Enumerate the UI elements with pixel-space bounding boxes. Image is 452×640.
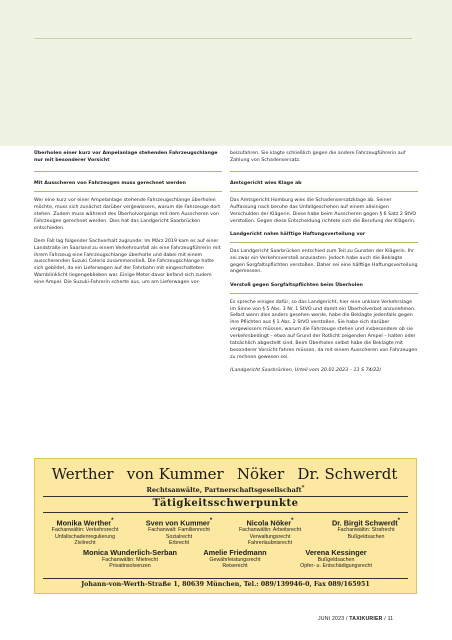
issue-date: JUNI 2023 [318, 616, 345, 622]
lawyer-card [75, 548, 185, 569]
top-band [0, 0, 452, 146]
firm-subtitle: Rechtsanwälte, Partnerschaftsgesellschaft* [146, 485, 305, 495]
lawyer-card [39, 516, 131, 546]
lawyer-card [285, 548, 387, 569]
ad-divider [43, 578, 408, 579]
law-firm-advertisement [34, 458, 417, 594]
section-heading: Verstoß gegen Sorgfaltspflichten beim Überholen [230, 282, 363, 288]
lawyer-specialty: Opfer- u. Entschädigungsrecht [300, 563, 372, 570]
lawyer-specialty: Gewährleistungsrecht [209, 557, 261, 563]
section-divider [230, 171, 418, 172]
lawyer-name: Amelie Friedmann [203, 548, 267, 557]
partner-name: Nöker [236, 465, 285, 483]
lawyer-name: Monica Wunderlich-Serban [83, 548, 177, 557]
lawyer-specialty: Verwaltungsrecht [249, 533, 291, 540]
lawyer-name: Monika Werther* [56, 517, 114, 528]
top-divider [34, 38, 412, 39]
lawyer-card [225, 516, 315, 546]
lawyer-specialty: Fachanwalt: Familienrecht [148, 527, 210, 534]
section-divider [230, 191, 418, 192]
section-divider [34, 171, 222, 172]
partner-name: Dr. Schwerdt [297, 465, 398, 483]
lawyer-name: Sven von Kummer* [145, 517, 213, 528]
lawyer-card [317, 516, 415, 540]
lawyer-specialty: Erbrecht [168, 539, 190, 546]
paragraph: Wer eine kurz vor einer Ampelanlage stehende Fahrzeugschlange überholen möchte, muss sich zunächst darüber vergewissern, warum die Fahrzeuge dort stehen. Zudem muss während des Überholvorgangs mit dem Ausscheren von Fahrzeugen gerechnet werden. Dies hat das Landgericht Saarbrücken entschieden. [34, 198, 221, 231]
lawyer-card [185, 548, 285, 569]
partner-name: Werther [51, 465, 114, 483]
lawyer-specialty: Fachanwältin: Arbeitsrecht [238, 527, 302, 534]
lawyer-name: Nicola Nöker* [246, 517, 294, 528]
lawyer-name: Verena Kessinger [305, 548, 367, 557]
section-heading: Landgericht nahm hälftige Haftungsverteilung vor [230, 232, 366, 238]
ad-divider [43, 496, 408, 497]
paragraph: beizufahren. Sie klagte schließlich gegen die andere Fahrzeugführerin auf Zahlung von Schadensersatz. [230, 151, 406, 163]
section-divider [230, 293, 418, 294]
lawyer-specialty: Fachanwältin: Strafrecht [337, 527, 395, 534]
section-divider [230, 242, 418, 243]
lawyer-specialty: Unfallschadenregulierung [54, 533, 116, 540]
paragraph: Es spreche einiges dafür, so das Landgericht, hier eine unklare Verkehrslage im Sinne von § 5 Abs. 3 Nr. 1 StVO und damit ein Überholverbot anzunehmen. Selbst wenn dies anders gesehen werde, habe die Beklagte jedenfalls gegen ihre Pflichten aus § 1 Abs. 2 StVO verstoßen. Sie habe sich darüber vergewissern müssen, warum die Fahrzeuge stehen und insbesondere ob sie verkehrsbedingt – etwa auf Grund der Rotlicht zeigenden Ampel – halten oder tatsächlich abgestellt sind. Beim Überholen selbst habe die Beklagte mit besonderer Vorsicht fahren müssen, da mit einem Ausscheren von Fahrzeugen zu rechnen gewesen sei. [230, 299, 418, 360]
lawyer-specialty: Zivilrecht [74, 539, 96, 546]
page-footer: JUNI 2023 / TAXIKURIER / 11 [318, 616, 394, 622]
page-number: 11 [387, 616, 394, 622]
lawyer-specialty: Reiserecht [222, 563, 248, 570]
lawyer-specialty: Fachanwältin: Verkehrsrecht [51, 527, 119, 534]
lawyer-name: Dr. Birgit Schwerdt* [331, 517, 401, 528]
lawyer-specialty: Sozialrecht [165, 533, 193, 540]
section-heading: Mit Ausscheren von Fahrzeugen muss gerechnet werden [34, 181, 186, 187]
section-heading: Amtsgericht wies Klage ab [230, 181, 302, 187]
paragraph: Das Landgericht Saarbrücken entschied zum Teil zu Gunsten der Klägerin. Ihr sei zwar ein Verkehrsverstoß anzulasten. Jedoch habe auch die Beklagte gegen Sorgfaltspflichten verstoßen. Daher sei eine hälftige Haftungsverteilung angemessen. [230, 248, 418, 275]
court-source: (Landgericht Saarbrücken, Urteil vom 20.01.2023 – 13 S 74/22) [230, 367, 382, 373]
article-column-left [34, 151, 222, 293]
lawyer-specialty: Fahrerlaubnisrecht [247, 539, 293, 546]
lawyer-specialty: Fachanwältin: Mietrecht [102, 557, 158, 563]
magazine-name: TAXIKURIER [349, 616, 383, 622]
paragraph: Das Amtsgericht Homburg wies die Schadensersatzklage ab. Seiner Auffassung nach beruhe das Unfallgeschehen auf einem alleinigen Verschulden der Klägerin. Diese habe beim Ausscheren gegen § 6 Satz 2 StVO verstoßen. Gegen diese Entscheidung richtete sich die Berufung der Klägerin. [230, 198, 417, 224]
practice-areas-heading: Tätigkeitsschwerpunkte [152, 498, 299, 509]
lawyer-card [135, 516, 223, 546]
lawyer-specialty: Bußgeldsachen [347, 533, 385, 540]
firm-partner-names [35, 465, 416, 483]
lawyer-specialty: Bußgeldsachen [317, 557, 355, 563]
article-column-right [230, 151, 418, 381]
paragraph: Dem Fall lag folgender Sachverhalt zugrunde: Im März 2019 kam es auf einer Landstraße im Saarland zu einem Verkehrsunfall als eine Fahrzeugführerin mit ihrem Fahrzeug eine Fahrzeugschlange überholte und dabei mit einem ausscherenden Suzuki Celerio zusammenstieß. Die Fahrzeugschlange hatte sich gebildet, da ein Lieferwagen auf der Fahrbahn mit eingeschalteten Warnblinklicht liegengeblieben war. Einige Meter davor befand sich zudem eine Ampel. Die Suzuki-Fahrerin scherte aus, um am Lieferwagen vor- [34, 238, 221, 285]
partner-name: von Kummer [126, 465, 224, 483]
section-divider [34, 191, 222, 192]
ad-divider [43, 512, 408, 513]
firm-address: Johann-von-Werth-Straße 1, 80639 München, Tel.: 089/139946-0, Fax 089/165951 [81, 581, 370, 588]
article-lead: Überholen einer kurz vor Ampelanlage stehenden Fahrzeugschlange nur mit besonderer Vorsicht [34, 151, 218, 163]
lawyer-specialty: Privatinsolvenzen [109, 563, 151, 570]
